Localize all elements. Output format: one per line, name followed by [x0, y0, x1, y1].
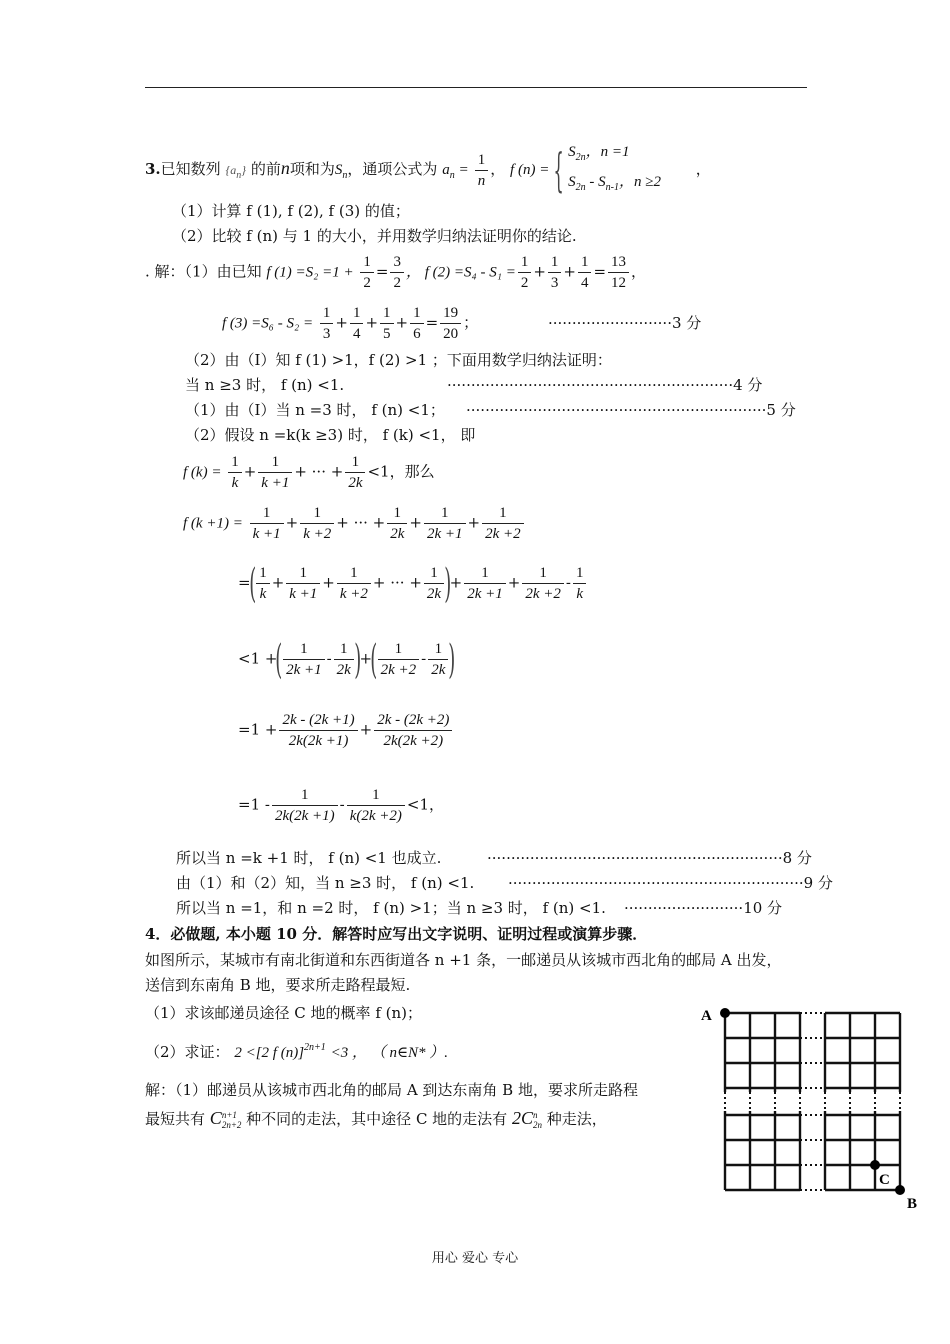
solution-line-6: （2）假设 n =k(k ≥3) 时， f (k) <1， 即	[185, 426, 476, 444]
label-c: C	[879, 1172, 890, 1188]
page-footer: 用心 爱心 专心	[431, 1251, 519, 1266]
equation-fk: f (k) = $\frac{1}{k}$ + $\frac{1}{k +1}$ + ··· + $\frac{1}{2k}$ <1，那么	[183, 454, 435, 491]
grid-gap-mask	[725, 1092, 900, 1111]
score-8: ······························································8 分	[487, 849, 812, 867]
equation-step-4: =1 - $\frac{1}{2k(2k +1)}$ - $\frac{1}{k(2k +2)}$ <1，	[238, 787, 445, 824]
problem3-q2: （2）比较 f (n) 与 1 的大小，并用数学归纳法证明你的结论.	[172, 227, 577, 245]
header-rule	[145, 87, 807, 88]
score-9: ······························································9 分	[508, 874, 833, 892]
equation-step-2: <1 +( $\frac{1}{2k +1}$ - $\frac{1}{2k}$ )+( $\frac{1}{2k +2}$ - $\frac{1}{2k}$ )	[238, 636, 456, 683]
problem4-solution-2: 最短共有 C n+1 2n+2 种不同的走法，其中途径 C 地的走法有 2C n 2n 种走法，	[145, 1108, 607, 1130]
problem4-solution-1: 解：（1）邮递员从该城市西北角的邮局 A 到达东南角 B 地，要求所走路程	[145, 1081, 638, 1099]
problem3-q1: （1）计算 f (1), f (2), f (3) 的值；	[172, 202, 410, 220]
solution-line-1: . 解：（1）由已知 f (1) =S₂ =1 + $\frac{1}{2}$ = $\frac{3}{2}$ ， f (2) =S₄ - S₁ = $\frac{1}{2}$ + $\frac{1}{3}$ + $\frac{1}{4}$ = $\frac{13}{12}$ ，	[145, 254, 647, 291]
solution-line-15: 所以当 n =1，和 n =2 时， f (n) >1；当 n ≥3 时， f (n) <1.	[176, 899, 606, 917]
solution-line-14: 由（1）和（2）知，当 n ≥3 时， f (n) <1.	[176, 874, 475, 892]
equation-step-1: =( $\frac{1}{k}$ + $\frac{1}{k +1}$ + $\frac{1}{k +2}$ + ··· + $\frac{1}{2k}$ )+ $\frac{1}{2k +1}$ + $\frac{1}{2k +2}$ - $\frac{1}{k}$	[238, 563, 588, 604]
problem4-q1: （1）求该邮递员途径 C 地的概率 f (n)；	[145, 1004, 423, 1022]
an-fraction: $\frac{1}{n}$	[475, 150, 489, 191]
point-c-marker	[870, 1160, 880, 1170]
problem4-q2: （2）求证： 2 <[2 f (n)]$^{2n+1}$ <3 ， （ n∈N* ）.	[145, 1042, 449, 1061]
solution-line-4: 当 n ≥3 时， f (n) <1.	[185, 376, 345, 394]
solution-line-5: （1）由（Ⅰ）当 n =3 时， f (n) <1；	[185, 401, 445, 419]
equation-step-3: =1 + $\frac{2k - (2k +1)}{2k(2k +1)}$ + $\frac{2k - (2k +2)}{2k(2k +2)}$	[238, 710, 454, 751]
problem3-statement: 3.已知数列 $\{a_n\}$ 的前n项和为$S_n$，通项公式为 $a_n$ = $\frac{1}{n}$ ， f (n) = { $S_{2n}$，n =1 $S_{2n} - S_{n-1}$，n ≥2 ，	[145, 140, 711, 184]
score-5: ·······························································5 分	[466, 401, 796, 419]
solution-line-13: 所以当 n =k +1 时， f (n) <1 也成立.	[176, 849, 442, 867]
street-grid-figure	[695, 1000, 930, 1215]
label-b: B	[907, 1196, 918, 1212]
score-4: ····························································4 分	[447, 376, 763, 394]
label-a: A	[701, 1008, 712, 1024]
problem4-paragraph-2: 送信到东南角 B 地，要求所走路程最短.	[145, 976, 411, 994]
solution-line-3: （2）由（Ⅰ）知 f (1) >1，f (2) >1 ；下面用数学归纳法证明：	[185, 351, 612, 369]
problem4-paragraph-1: 如图所示，某城市有南北街道和东西街道各 n +1 条，一邮递员从该城市西北角的邮局 A 出发，	[145, 951, 782, 969]
score-3: ··························3 分	[548, 314, 702, 332]
equation-fk1: f (k +1) = $\frac{1}{k +1}$ + $\frac{1}{k +2}$ + ··· + $\frac{1}{2k}$ + $\frac{1}{2k +1}$ + $\frac{1}{2k +2}$	[183, 503, 526, 544]
piecewise-cases: $S_{2n}$，n =1 $S_{2n} - S_{n-1}$，n ≥2	[568, 144, 661, 193]
score-10: ·························10 分	[624, 899, 783, 917]
problem4-heading: 4．必做题, 本小题 10 分．解答时应写出文字说明、证明过程或演算步骤．	[145, 925, 648, 943]
piecewise-brace: {	[553, 143, 564, 197]
point-b-marker	[895, 1185, 905, 1195]
solution-line-2: f (3) =S₆ - S₂ = $\frac{1}{3}$ + $\frac{1}{4}$ + $\frac{1}{5}$ + $\frac{1}{6}$ = $\frac{19}{20}$ ；	[222, 305, 479, 342]
point-a-marker	[720, 1008, 730, 1018]
